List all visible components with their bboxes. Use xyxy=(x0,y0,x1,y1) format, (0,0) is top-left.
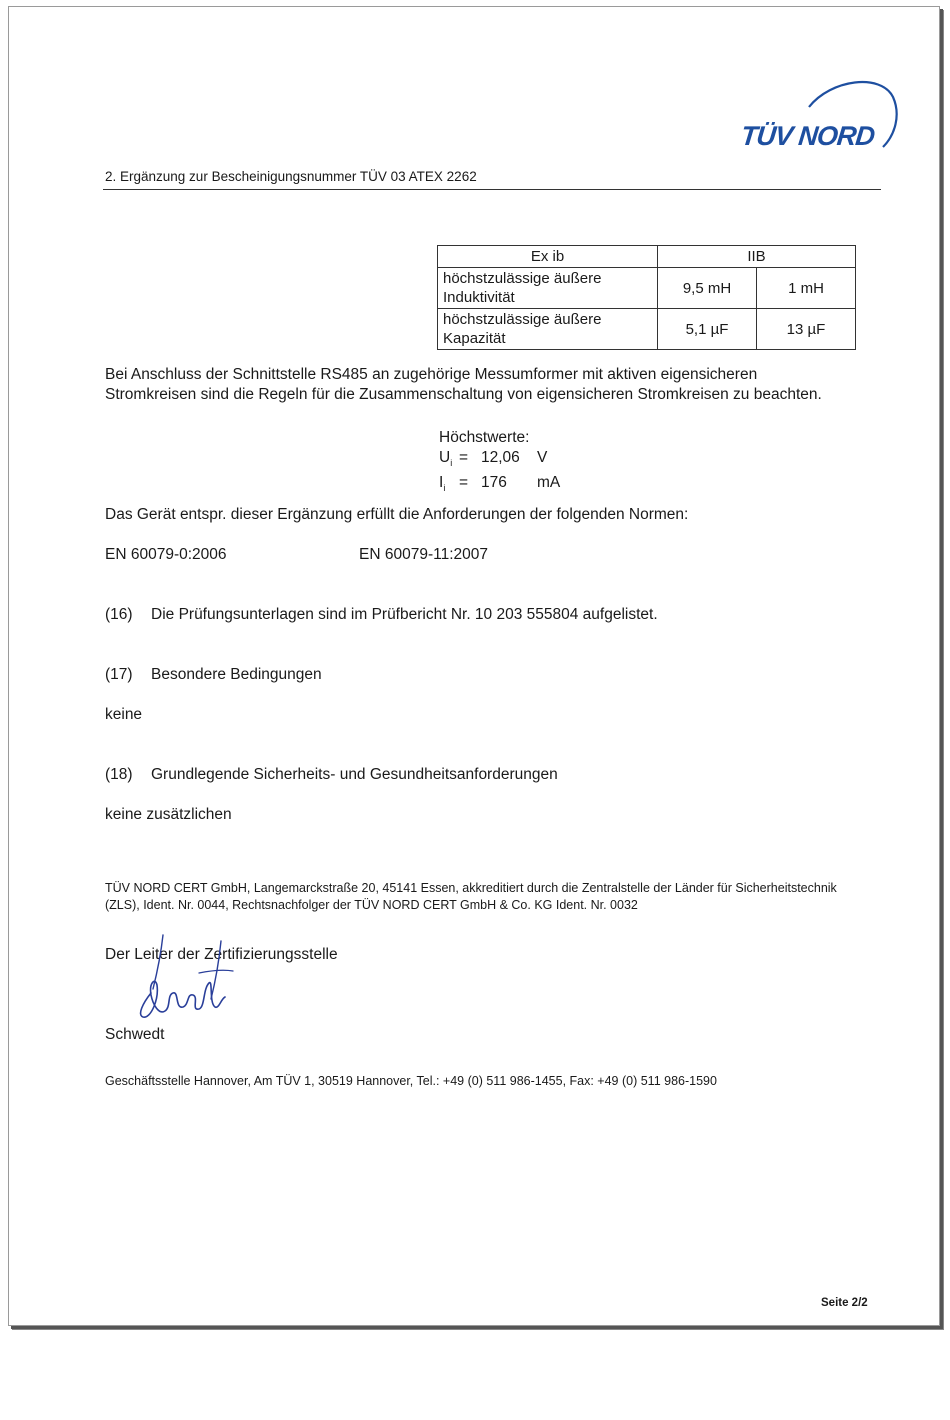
table-cell-value: 5,1 µF xyxy=(658,309,757,350)
max-values-block xyxy=(439,428,560,498)
max-values-title: Höchstwerte: xyxy=(439,429,530,446)
rs485-paragraph: Bei Anschluss der Schnittstelle RS485 an zugehörige Messumformer mit aktiven eigensicheren Stromkreisen sind die Regeln für die Zusammenschaltung von eigensicheren Stromkreisen zu beachten. xyxy=(105,366,822,403)
tuv-nord-logo xyxy=(731,75,907,157)
current-value: 176 xyxy=(481,474,507,492)
current-row xyxy=(439,473,560,498)
norm-1: EN 60079-0:2006 xyxy=(105,546,227,563)
ex-values-table xyxy=(437,245,856,350)
norm-2: EN 60079-11:2007 xyxy=(359,546,488,563)
signatory-name: Schwedt xyxy=(105,1026,165,1043)
equals-sign: = xyxy=(459,449,469,466)
table-cell-value: 1 mH xyxy=(757,268,856,309)
current-unit: mA xyxy=(537,474,561,492)
certificate-reference: 2. Ergänzung zur Bescheinigungsnummer TÜV 03 ATEX 2262 xyxy=(105,169,477,184)
norms-intro: Das Gerät entspr. dieser Ergänzung erfüllt die Anforderungen der folgenden Normen: xyxy=(105,506,689,523)
page-number: Seite 2/2 xyxy=(821,1297,868,1309)
section-18-body: keine zusätzlichen xyxy=(105,806,232,823)
voltage-row xyxy=(439,448,560,473)
table-cell-value: 9,5 mH xyxy=(658,268,757,309)
table-header-group: IIB xyxy=(658,246,856,268)
section-18 xyxy=(105,765,845,785)
document-page xyxy=(8,6,940,1326)
section-17 xyxy=(105,665,845,685)
table-cell-label: höchstzulässige äußere Kapazität xyxy=(438,309,658,350)
current-symbol: $I_i$ xyxy=(439,474,446,494)
section-number: (18) xyxy=(105,766,133,783)
equals-sign: = xyxy=(459,474,469,492)
section-number: (17) xyxy=(105,666,133,683)
table-header-ex: Ex ib xyxy=(438,246,658,268)
handwritten-signature xyxy=(129,933,239,1025)
table-cell-value: 13 µF xyxy=(757,309,856,350)
table-row xyxy=(438,309,856,350)
header-divider xyxy=(103,189,881,190)
table-header-row xyxy=(438,246,856,268)
voltage-symbol: $U_i$ xyxy=(439,449,453,469)
section-text: Grundlegende Sicherheits- und Gesundheitsanforderungen xyxy=(151,766,558,783)
cert-body-info: TÜV NORD CERT GmbH, Langemarckstraße 20, 45141 Essen, akkreditiert durch die Zentralstelle der Länder für Sicherheitstechnik (ZLS), Ident. Nr. 0044, Rechtsnachfolger der TÜV NORD CERT GmbH & Co. KG Ident. Nr. 0032 xyxy=(105,881,837,912)
office-address: Geschäftsstelle Hannover, Am TÜV 1, 30519 Hannover, Tel.: +49 (0) 511 986-1455, Fax: +49 (0) 511 986-1590 xyxy=(105,1074,717,1088)
logo-text: TÜV NORD xyxy=(739,121,876,151)
table-cell-label: höchstzulässige äußere Induktivität xyxy=(438,268,658,309)
section-number: (16) xyxy=(105,606,133,623)
table-row xyxy=(438,268,856,309)
section-text: Die Prüfungsunterlagen sind im Prüfbericht Nr. 10 203 555804 aufgelistet. xyxy=(151,606,658,623)
signature-role: Der Leiter der Zertifizierungsstelle xyxy=(105,946,338,963)
section-16 xyxy=(105,605,845,625)
section-17-body: keine xyxy=(105,706,143,723)
section-text: Besondere Bedingungen xyxy=(151,666,322,683)
voltage-unit: V xyxy=(537,449,548,466)
voltage-value: 12,06 xyxy=(481,449,520,466)
